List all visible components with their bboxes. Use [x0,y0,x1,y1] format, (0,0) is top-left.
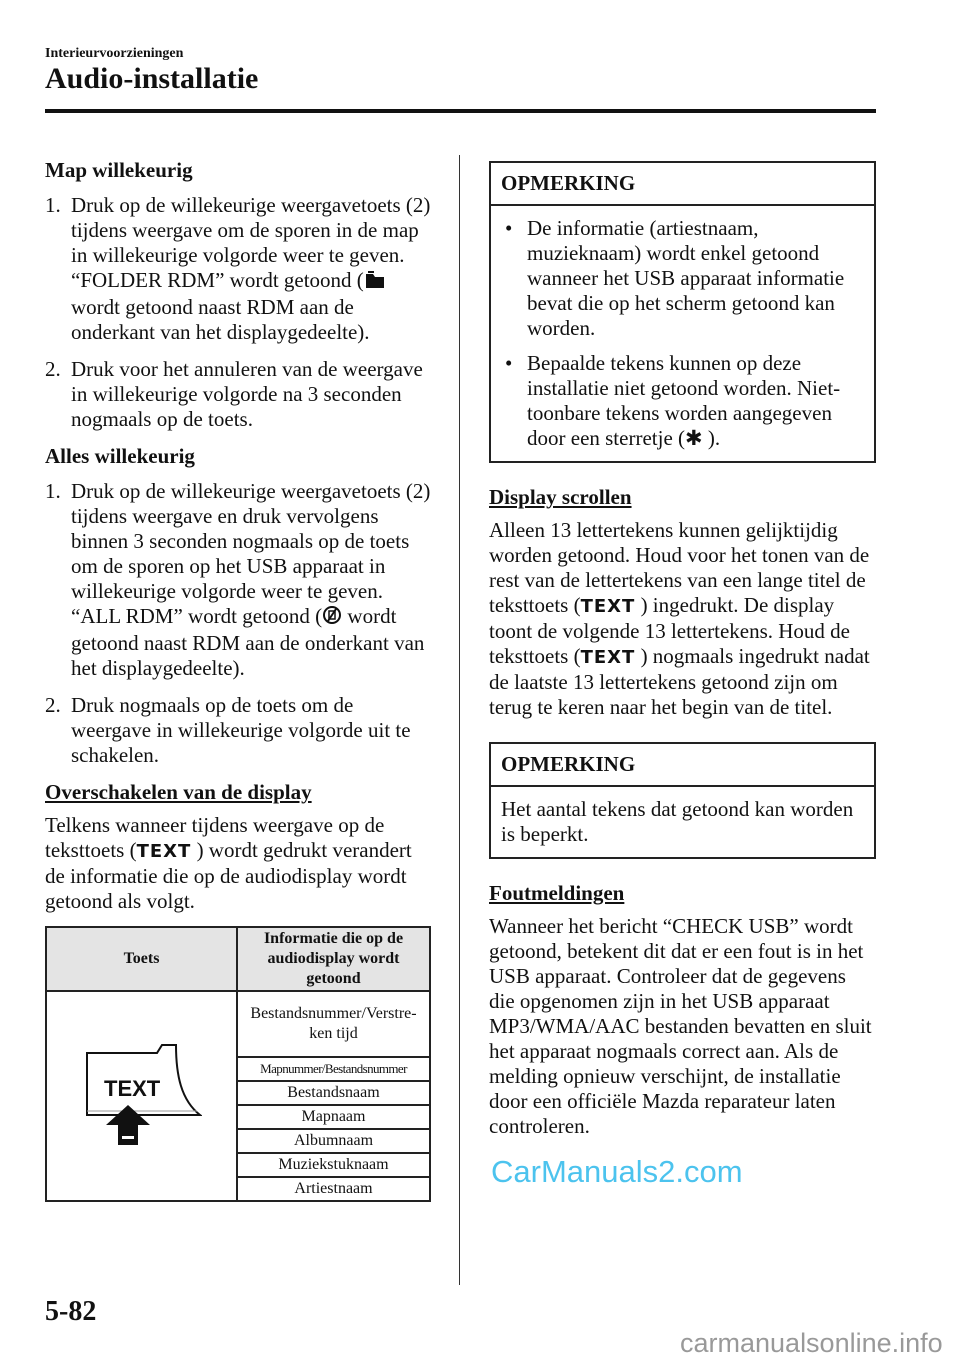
step-number: 2. [45,357,61,381]
folder-icon [364,270,386,295]
text-key-icon: TEXT [136,841,192,862]
list-item [45,479,435,681]
list-item [45,693,435,768]
page-title: Audio-installatie [45,62,259,95]
text: ) nogmaals ingedrukt nadat de laatste 13 lettertekens getoond zijn om terug te keren naar het begin van de titel. [489,644,870,719]
note-box [489,742,876,859]
table-cell: Artiestnaam [237,1177,430,1201]
table-cell: Bestandsnummer/Verstre-ken tijd [237,991,430,1057]
col-header: Informatie die op de audiodisplay wordt getoond [237,927,430,991]
column-divider [459,155,460,1285]
section-label: Interieurvoorzieningen [45,46,184,61]
note-text: Het aantal tekens dat getoond kan worden is beperkt. [501,797,854,846]
step-number: 1. [45,193,61,217]
note-text: De informatie (artiestnaam, muzieknaam) wordt enkel getoond wanneer het USB apparaat informatie bevat die op het scherm getoond kan worden. [527,216,845,340]
note-title: OPMERKING [491,163,874,206]
list-item [501,216,864,341]
table-header [46,927,430,991]
text: ) wordt gedrukt verandert de informatie die op de audiodisplay wordt getoond als volgt. [45,838,412,913]
display-info-table [45,926,431,1202]
list-item [45,193,435,345]
paragraph [489,518,876,720]
list-item [501,351,864,451]
table-row [46,991,430,1057]
page-number: 5-82 [45,1296,97,1327]
note-title: OPMERKING [491,744,874,787]
step-text: Druk voor het annuleren van de weergave in willekeurige volgorde na 3 seconden nogmaals op de toets. [71,357,423,431]
text: Alleen 13 lettertekens kunnen gelijktijdig worden getoond. Houd voor het tonen van de rest van de lettertekens van een lange titel de teksttoets ( [489,518,870,617]
text-key-icon: TEXT [580,647,636,668]
header-rule [45,109,876,113]
step-text: Druk op de willekeurige weergavetoets (2) tijdens weergave en druk vervolgens binnen 3 seconden nogmaals op de toets om de sporen op het USB apparaat in willekeurige volgorde weer te geven. “ALL RDM” wordt getoond ( [71,479,431,628]
heading-alles-willekeurig: Alles willekeurig [45,444,195,468]
table-cell: Mapnaam [237,1105,430,1129]
heading-map-willekeurig: Map willekeurig [45,158,193,182]
note-box [489,161,876,463]
text: ) ingedrukt. De display toont de volgende 13 lettertekens. Houd de teksttoets ( [489,593,850,668]
step-text: wordt getoond naast RDM aan de onderkant van het displaygedeelte). [71,604,425,680]
note-text: Bepaalde tekens kunnen op deze installatie niet getoond worden. Niet-toonbare tekens worden aangegeven door een sterretje ( [527,351,841,450]
step-text: Druk nogmaals op de toets om de weergave in willekeurige volgorde uit te schakelen. [71,693,411,767]
col-header: Toets [46,927,237,991]
table-cell: Albumnaam [237,1129,430,1153]
steps-map [45,193,435,432]
steps-all [45,479,435,768]
text-key-icon: TEXT [580,596,636,617]
table-cell: Mapnummer/Bestandsnummer [237,1057,430,1081]
table-cell: Bestandsnaam [237,1081,430,1105]
step-text: wordt getoond naast RDM aan de onderkant van het displaygedeelte). [71,295,370,344]
all-random-icon [322,605,342,631]
step-number: 1. [45,479,61,503]
watermark-carmanuals2: CarManuals2.com [491,1154,743,1189]
heading-display-scrollen: Display scrollen [489,485,632,509]
list-item [45,357,435,432]
step-text: Druk op de willekeurige weergavetoets (2) tijdens weergave om de sporen in de map in willekeurige volgorde weer te geven. “FOLDER RDM” wordt getoond ( [71,193,431,292]
watermark-carmanualsonline: carmanualsonline.info [680,1328,943,1358]
paragraph: Wanneer het bericht “CHECK USB” wordt getoond, betekent dit dat er een fout is in het USB apparaat. Controleer dat de gegevens die opgenomen zijn in het USB apparaat MP3/WMA/AAC bestanden bevatten en sluit het apparaat nogmaals correct aan. Als de melding opnieuw verschijnt, de installatie door een officiële Mazda reparateur laten controleren. [489,914,872,1138]
table-cell: Muziekstuknaam [237,1153,430,1177]
text-button-icon [82,1033,202,1153]
note-text: ). [702,426,721,450]
svg-text:TEXT: TEXT [103,1076,160,1101]
heading-foutmeldingen: Foutmeldingen [489,881,625,905]
right-column [489,161,876,1149]
paragraph [45,813,435,914]
heading-overschakelen: Overschakelen van de display [45,780,312,804]
left-column [45,158,435,1202]
asterisk-icon: ✱ [685,426,703,450]
text: Telkens wanneer tijdens weergave op de teksttoets ( [45,813,385,862]
text-button-illustration [46,991,237,1201]
step-number: 2. [45,693,61,717]
